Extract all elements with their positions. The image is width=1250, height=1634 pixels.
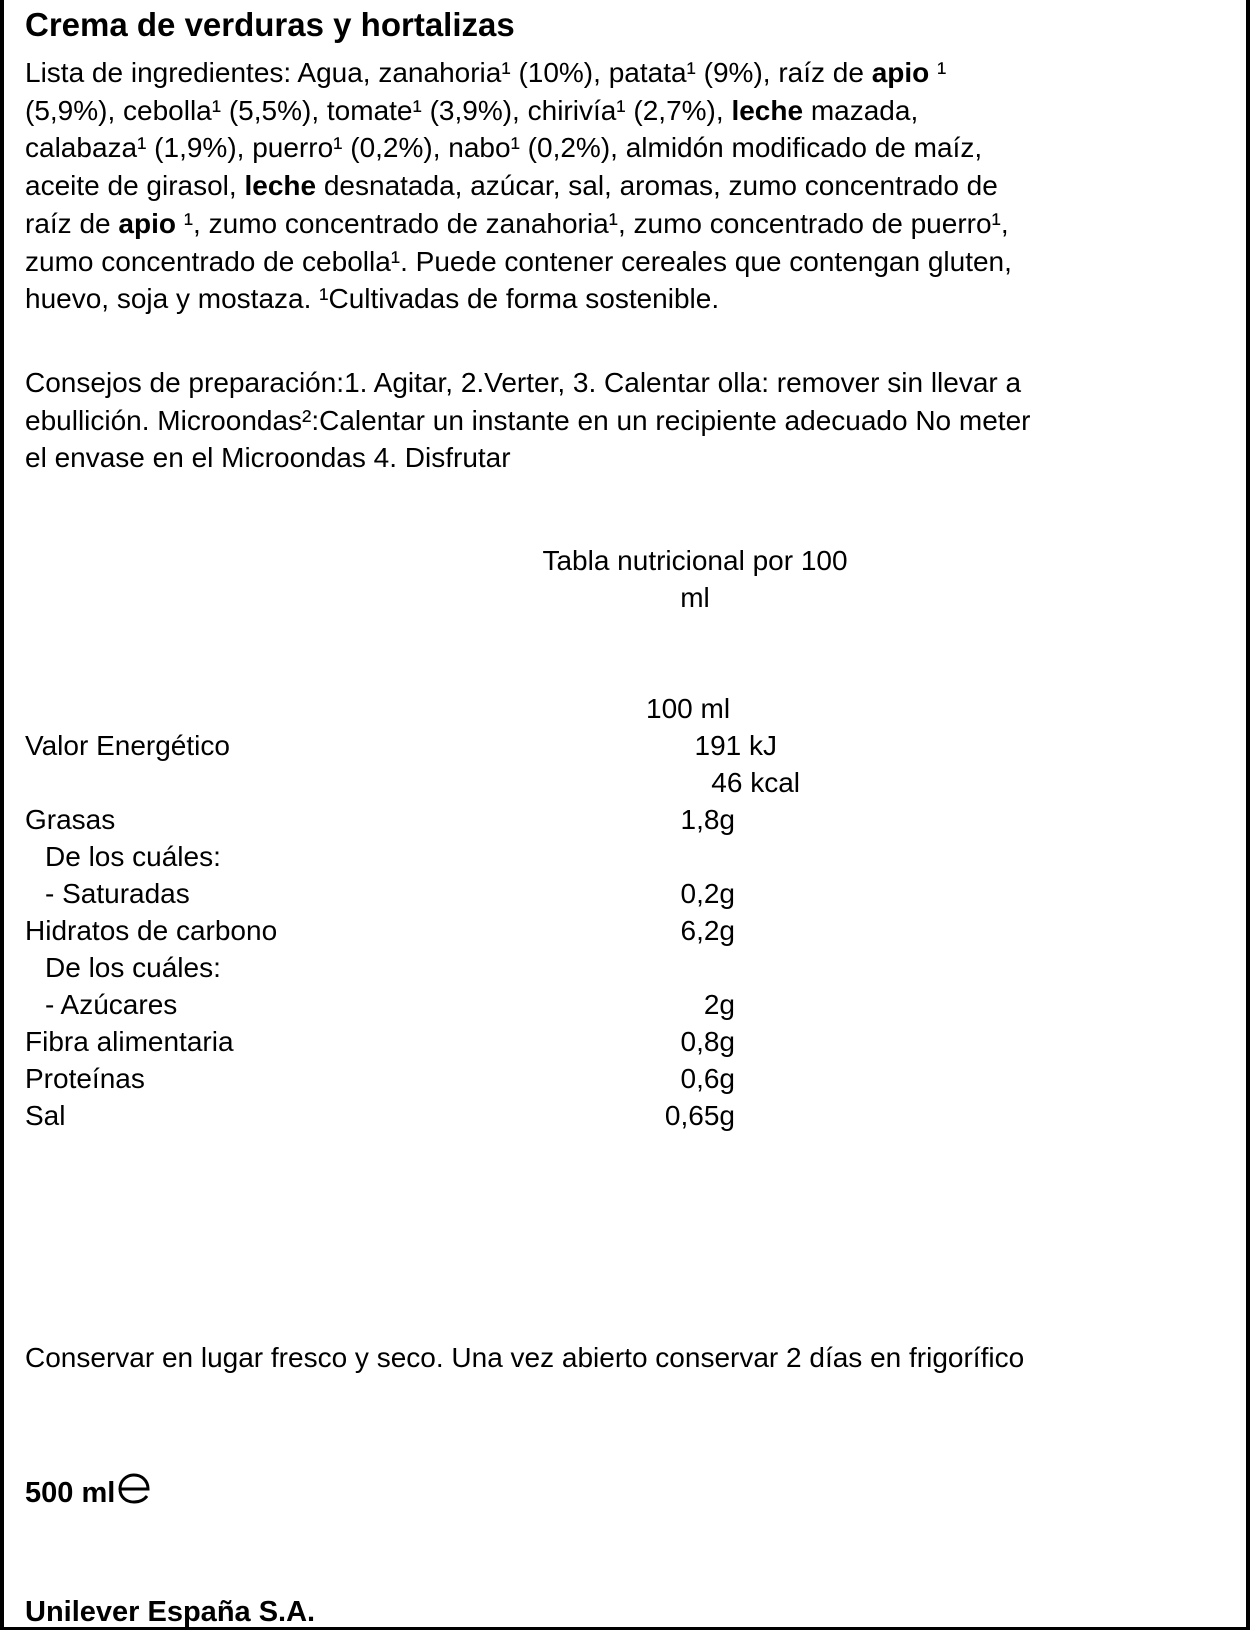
preparation-line-3: el envase en el Microondas 4. Disfrutar xyxy=(25,442,511,474)
net-quantity-value: 500 ml xyxy=(25,1477,116,1509)
preparation-line-1: Consejos de preparación:1. Agitar, 2.Verter, 3. Calentar olla: remover sin llevar a xyxy=(25,367,1022,398)
allergen-apio: apio xyxy=(118,207,176,239)
estimated-sign-icon xyxy=(117,1472,153,1513)
storage-instructions: Conservar en lugar fresco y seco. Una vez abierto conservar 2 días en frigorífico xyxy=(25,1342,1025,1373)
net-quantity xyxy=(25,1472,153,1513)
nutrition-table-title: Tabla nutricional por 100 ml xyxy=(542,545,848,613)
company-name: Unilever España S.A. xyxy=(25,1596,316,1628)
ingredients-line-3: calabaza¹ (1,9%), puerro¹ (0,2%), nabo¹ (0,2%), almidón modificado de maíz, xyxy=(25,132,983,164)
nutrition-row-fat-subheader: De los cuáles: xyxy=(45,841,221,872)
ingredients-line-6: zumo concentrado de cebolla¹. Puede contener cereales que contengan gluten, xyxy=(25,245,1012,277)
nutrition-row-fat: Grasas 1,8g xyxy=(25,804,735,835)
nutrition-row-salt: Sal 0,65g xyxy=(25,1100,735,1131)
preparation-line-2: ebullición. Microondas²:Calentar un instante en un recipiente adecuado No meter xyxy=(25,404,1031,436)
nutrition-row-carbohydrates: Hidratos de carbono 6,2g xyxy=(25,915,735,946)
nutrition-row-saturated: - Saturadas 0,2g xyxy=(45,878,735,909)
nutrition-row-carb-subheader: De los cuáles: xyxy=(45,952,221,983)
nutrition-row-fibre: Fibra alimentaria 0,8g xyxy=(25,1026,735,1057)
nutrition-column-header: 100 ml xyxy=(646,693,731,724)
ingredients-line-4: aceite de girasol, leche desnatada, azúcar, sal, aromas, zumo concentrado de xyxy=(25,170,998,202)
product-title: Crema de verduras y hortalizas xyxy=(25,6,515,43)
allergen-leche: leche xyxy=(244,170,317,202)
preparation-advice xyxy=(25,364,1030,477)
nutrition-row-energy-kj: Valor Energético 191 kJ xyxy=(25,730,777,761)
estimated-sign-icon xyxy=(117,1472,153,1504)
ingredients-list xyxy=(25,54,1012,318)
nutrition-row-sugars: - Azúcares 2g xyxy=(45,989,735,1020)
ingredients-line-7: huevo, soja y mostaza. ¹Cultivadas de forma sostenible. xyxy=(25,283,720,315)
allergen-apio: apio xyxy=(871,57,930,88)
nutrition-row-protein: Proteínas 0,6g xyxy=(25,1063,735,1094)
ingredients-line-2: (5,9%), cebolla¹ (5,5%), tomate¹ (3,9%), chirivía¹ (2,7%), leche mazada, xyxy=(25,94,919,126)
ingredients-line-5: raíz de apio ¹, zumo concentrado de zanahoria¹, zumo concentrado de puerro¹, xyxy=(25,207,1009,239)
ingredients-line-1: Lista de ingredientes: Agua, zanahoria¹ (10%), patata¹ (9%), raíz de apio ¹ xyxy=(25,57,947,88)
allergen-leche: leche xyxy=(731,94,804,126)
nutrition-row-energy-kcal: 46 kcal xyxy=(711,767,800,798)
